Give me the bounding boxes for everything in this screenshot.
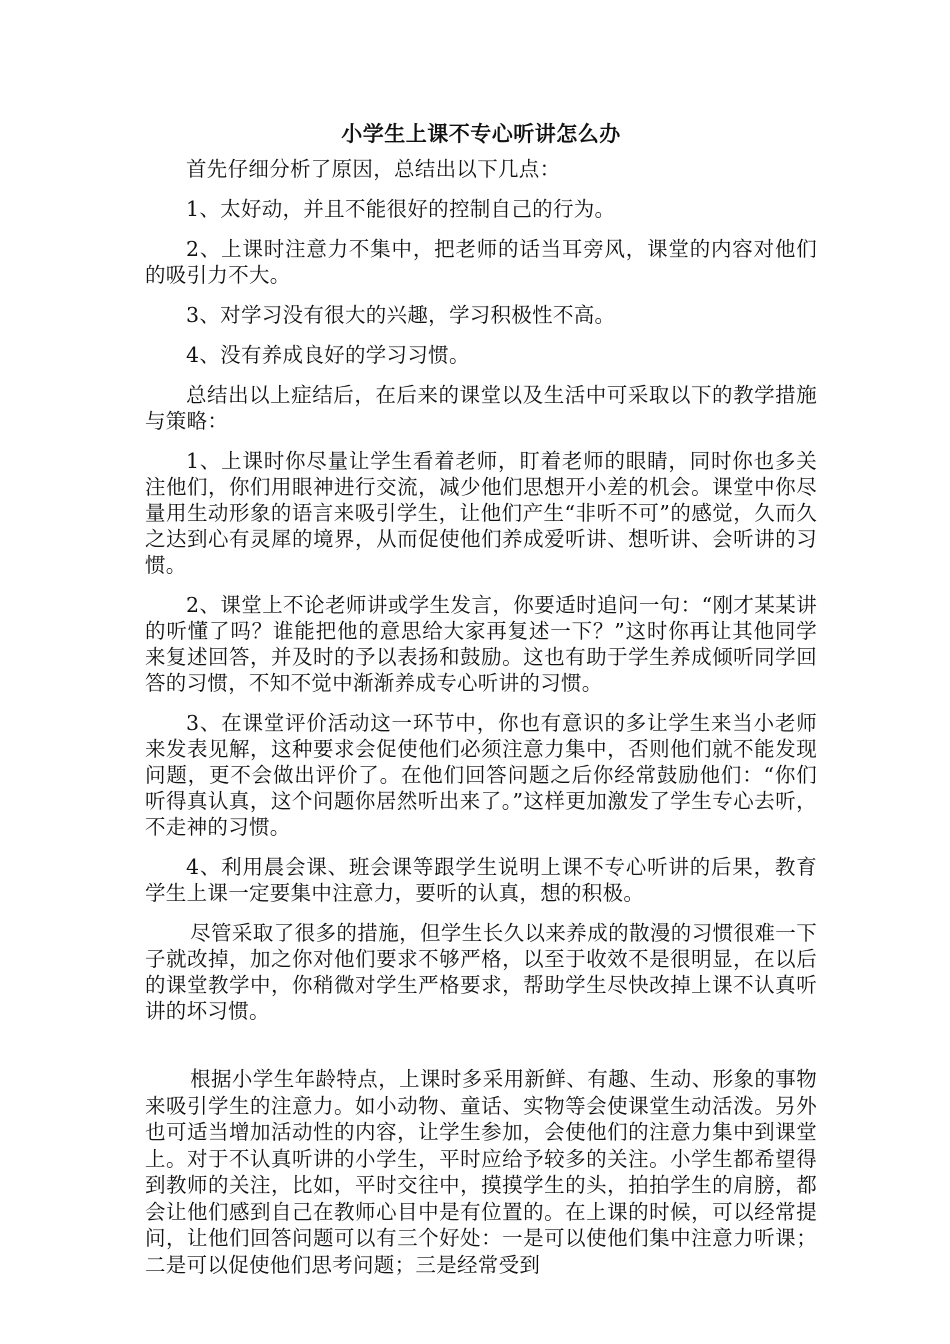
conclusion-paragraph: 尽管采取了很多的措施，但学生长久以来养成的散漫的习惯很难一下子就改掉，加之你对他们要求不够严格，以至于收效不是很明显，在以后的课堂教学中，你稍微对学生严格要求，帮助学生尽快改掉上课不认真听讲的坏习惯。 <box>145 921 817 1023</box>
reason-item-3: 3、对学习没有很大的兴趣，学习积极性不高。 <box>186 303 616 327</box>
measure-item-3: 3、在课堂评价活动这一环节中，你也有意识的多让学生来当小老师来发表见解，这种要求会促使他们必须注意力集中，否则他们就不能发现问题，更不会做出评价了。在他们回答问题之后你经常鼓励他们：“你们听得真认真，这个问题你居然听出来了。”这样更加激发了学生专心去听，不走神的习惯。 <box>145 711 817 839</box>
intro-paragraph: 首先仔细分析了原因，总结出以下几点： <box>186 157 561 181</box>
reason-item-2: 2、上课时注意力不集中，把老师的话当耳旁风，课堂的内容对他们的吸引力不大。 <box>145 237 817 287</box>
age-characteristics-paragraph: 根据小学生年龄特点，上课时多采用新鲜、有趣、生动、形象的事物来吸引学生的注意力。如小动物、童话、实物等会使课堂生动活泼。另外也可适当增加活动性的内容，让学生参加，会使他们的注意力集中到课堂上。对于不认真听讲的小学生，平时应给予较多的关注。小学生都希望得到教师的关注，比如，平时交往中，摸摸学生的头，拍拍学生的肩膀，都会让他们感到自己在教师心目中是有位置的。在上课的时候，可以经常提问，让他们回答问题可以有三个好处：一是可以使他们集中注意力听课；二是可以促使他们思考问题；三是经常受到 <box>145 1067 817 1277</box>
reason-item-4: 4、没有养成良好的学习习惯。 <box>186 343 470 367</box>
measure-item-2: 2、课堂上不论老师讲或学生发言，你要适时追问一句：“刚才某某讲的听懂了吗？谁能把他的意思给大家再复述一下？”这时你再让其他同学来复述回答，并及时的予以表扬和鼓励。这也有助于学生养成倾听同学回答的习惯，不知不觉中渐渐养成专心听讲的习惯。 <box>145 593 817 695</box>
document-page <box>145 118 817 1292</box>
section-gap <box>145 1038 817 1066</box>
document-title: 小学生上课不专心听讲怎么办 <box>341 121 621 146</box>
measure-item-1: 1、上课时你尽量让学生看着老师，盯着老师的眼睛，同时你也多关注他们，你们用眼神进行交流，减少他们思想开小差的机会。课堂中你尽量用生动形象的语言来吸引学生，让他们产生“非听不可”的感觉，久而久之达到心有灵犀的境界，从而促使他们养成爱听讲、想听讲、会听讲的习惯。 <box>145 449 817 577</box>
summary-paragraph: 总结出以上症结后，在后来的课堂以及生活中可采取以下的教学措施与策略： <box>145 383 817 433</box>
reason-item-1: 1、太好动，并且不能很好的控制自己的行为。 <box>186 197 616 221</box>
measure-item-4: 4、利用晨会课、班会课等跟学生说明上课不专心听讲的后果，教育学生上课一定要集中注意力，要听的认真，想的积极。 <box>145 855 817 905</box>
